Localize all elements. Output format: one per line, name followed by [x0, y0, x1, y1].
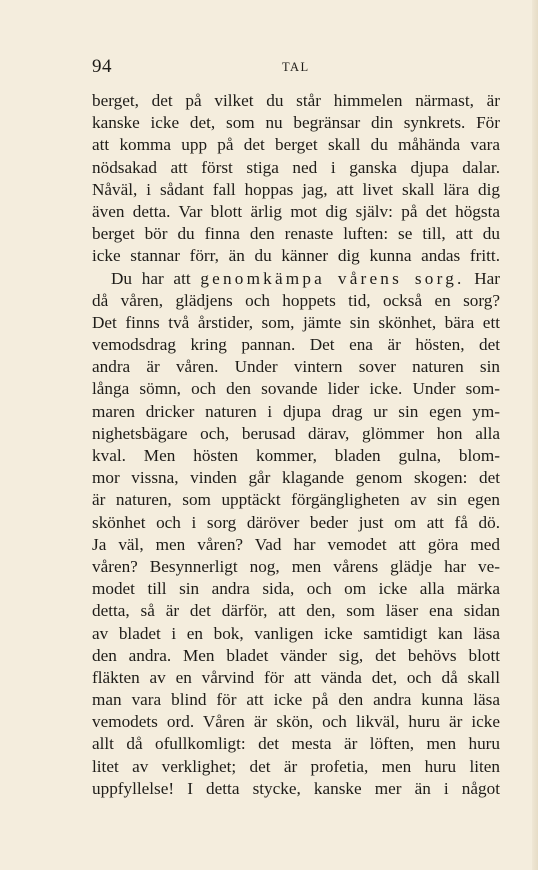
text-line: maren dricker naturen i djupa drag ur sin egen ym-: [92, 401, 500, 421]
text-line: att komma upp på det berget skall du måhända vara: [92, 135, 500, 155]
page-number: 94: [92, 56, 112, 77]
text-run: Du har att: [111, 268, 191, 288]
text-line: nödsakad att först stiga ned i ganska djupa dalar.: [92, 157, 500, 177]
text-line: detta, så är det därför, att den, som läser ena sidan: [92, 601, 500, 621]
text-run: Har: [474, 268, 501, 288]
text-line: då våren, glädjens och hoppets tid, också en sorg?: [92, 290, 500, 310]
page-edge: [532, 0, 538, 870]
text-line: Det finns två årstider, som, jämte sin skönhet, bära ett: [92, 312, 500, 332]
text-line: berget, det på vilket du står himmelen närmast, är: [92, 91, 500, 110]
text-line: kanske icke det, som nu begränsar din synkrets. För: [92, 113, 500, 133]
text-line: Nåväl, i sådant fall hoppas jag, att livet skall lära dig: [92, 179, 500, 199]
text-line: är naturen, som upptäckt förgängligheten av sin egen: [92, 490, 500, 510]
text-line: långa sömn, och den sovande lider icke. Under som-: [92, 379, 500, 399]
text-line: fläkten av en vårvind för att vända det, och då skall: [92, 667, 500, 687]
text-line: Ja väl, men våren? Vad har vemodet att göra med: [92, 534, 500, 554]
paragraph-start-line: [92, 268, 500, 290]
text-line: modet till sin andra sida, och om icke alla märka: [92, 579, 500, 599]
text-line: berget bör du finna den renaste luften: se till, att du: [92, 224, 500, 244]
text-line: även detta. Var blott ärlig mot dig själv: på det högsta: [92, 201, 500, 221]
text-line: den andra. Men bladet vänder sig, det behövs blott: [92, 645, 500, 665]
text-line: av bladet i en bok, vanligen icke samtidigt kan läsa: [92, 623, 500, 643]
text-line: vemodets ord. Våren är skön, och likväl, huru är icke: [92, 712, 500, 732]
body-text: [92, 90, 500, 800]
page-header: [92, 56, 500, 80]
text-line: litet av verklighet; det är profetia, men huru liten: [92, 756, 500, 776]
text-line: skönhet och i sorg däröver beder just om att få dö.: [92, 512, 500, 532]
running-head: TAL: [282, 60, 310, 74]
text-line: andra är våren. Under vintern sover naturen sin: [92, 357, 500, 377]
text-line: mor vissna, vinden går klagande genom skogen: det: [92, 468, 500, 488]
text-line: vemodsdrag kring pannan. Det ena är hösten, det: [92, 335, 500, 355]
text-line: nighetsbägare och, berusad därav, glömmer hon alla: [92, 423, 500, 443]
emphasized-spaced-text: genomkämpa vårens sorg.: [200, 268, 465, 288]
text-line: uppfyllelse! I detta stycke, kanske mer än i något: [92, 778, 500, 798]
text-line: allt då ofullkomligt: det mesta är löften, men huru: [92, 734, 500, 754]
text-line: kval. Men hösten kommer, bladen gulna, blom-: [92, 446, 500, 465]
text-line: icke stannar förr, än du känner dig kunna andas fritt.: [92, 246, 500, 266]
text-line: våren? Besynnerligt nog, men vårens glädje har ve-: [92, 556, 500, 576]
text-line: man vara blind för att icke på den andra kunna läsa: [92, 690, 500, 710]
